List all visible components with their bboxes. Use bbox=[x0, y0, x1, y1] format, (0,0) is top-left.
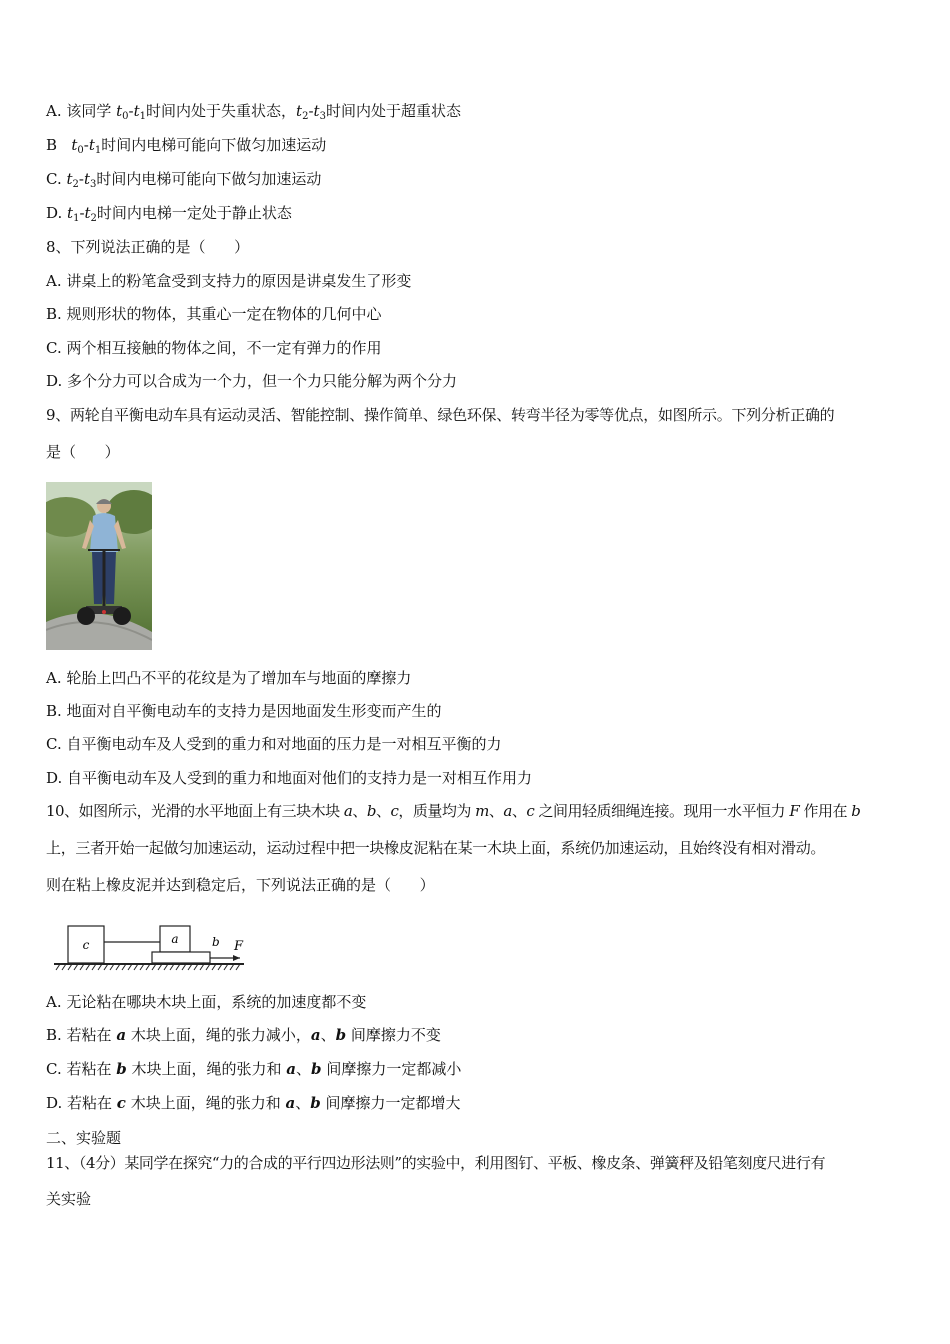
q8-option-d: D. 多个分力可以合成为一个力，但一个力只能分解为两个分力 bbox=[46, 372, 458, 390]
q8-option-a: A. 讲桌上的粉笔盒受到支持力的原因是讲桌发生了形变 bbox=[46, 272, 412, 290]
q10-stem-line2: 上，三者开始一起做匀加速运动，运动过程中把一块橡皮泥粘在某一木块上面，系统仍加速运动，且始终没有相对滑动。 bbox=[46, 839, 826, 857]
q10-option-b: B. 若粘在 a 木块上面，绳的张力减小，a、b 间摩擦力不变 bbox=[46, 1026, 441, 1044]
block-c-label: c bbox=[82, 938, 90, 952]
force-label: F bbox=[234, 939, 244, 954]
q9-option-c: C. 自平衡电动车及人受到的重力和对地面的压力是一对相互平衡的力 bbox=[46, 735, 502, 753]
q7-option-b: B $t_0-t_1$时间内电梯可能向下做匀加速运动 bbox=[46, 136, 327, 156]
q11-stem-line1: 11、（4分）某同学在探究“力的合成的平行四边形法则”的实验中，利用图钉、平板、橡皮条、弹簧秤及铅笔刻度尺进行有 bbox=[46, 1154, 826, 1172]
q10-blocks-diagram bbox=[50, 922, 250, 974]
q9-option-d: D. 自平衡电动车及人受到的重力和地面对他们的支持力是一对相互作用力 bbox=[46, 769, 533, 787]
q10-stem-line3: 则在粘上橡皮泥并达到稳定后，下列说法正确的是（ ） bbox=[46, 876, 435, 894]
q9-stem-line2: 是（ ） bbox=[46, 443, 120, 461]
q10-option-c: C. 若粘在 b 木块上面，绳的张力和 a、b 间摩擦力一定都减小 bbox=[46, 1060, 462, 1078]
segway-rider-photo bbox=[46, 482, 152, 650]
q11-stem-line2: 关实验 bbox=[46, 1190, 92, 1208]
block-a-label: a bbox=[171, 932, 179, 946]
block-b bbox=[152, 952, 210, 963]
q10-option-d: D. 若粘在 c 木块上面，绳的张力和 a、b 间摩擦力一定都增大 bbox=[46, 1094, 461, 1112]
q7-option-d: D. $t_1-t_2$时间内电梯一定处于静止状态 bbox=[46, 204, 292, 224]
force-arrowhead bbox=[233, 955, 240, 961]
q10-stem-line1: 10、如图所示，光滑的水平地面上有三块木块 a、b、c，质量均为 m、a、c 之间用轻质细绳连接。现用一水平恒力 F 作用在 b bbox=[46, 802, 861, 820]
q9-option-b: B. 地面对自平衡电动车的支持力是因地面发生形变而产生的 bbox=[46, 702, 442, 720]
q9-stem-line1: 9、两轮自平衡电动车具有运动灵活、智能控制、操作简单、绿色环保、转弯半径为零等优点，如图所示。下列分析正确的 bbox=[46, 406, 835, 424]
q8-stem: 8、下列说法正确的是（ ） bbox=[46, 238, 250, 256]
section-heading: 二、实验题 bbox=[46, 1129, 122, 1147]
q10-option-a: A. 无论粘在哪块木块上面，系统的加速度都不变 bbox=[46, 993, 367, 1011]
block-b-label: b bbox=[212, 935, 220, 949]
q9-option-a: A. 轮胎上凹凸不平的花纹是为了增加车与地面的摩擦力 bbox=[46, 669, 412, 687]
q7-option-c: C. $t_2-t_3$时间内电梯可能向下做匀加速运动 bbox=[46, 170, 322, 190]
q8-option-b: B. 规则形状的物体，其重心一定在物体的几何中心 bbox=[46, 305, 382, 323]
q8-option-c: C. 两个相互接触的物体之间，不一定有弹力的作用 bbox=[46, 339, 382, 357]
q7-option-a: A. 该同学 $t_0-t_1$时间内处于失重状态，$t_2-t_3$时间内处于超重状态 bbox=[46, 102, 461, 122]
